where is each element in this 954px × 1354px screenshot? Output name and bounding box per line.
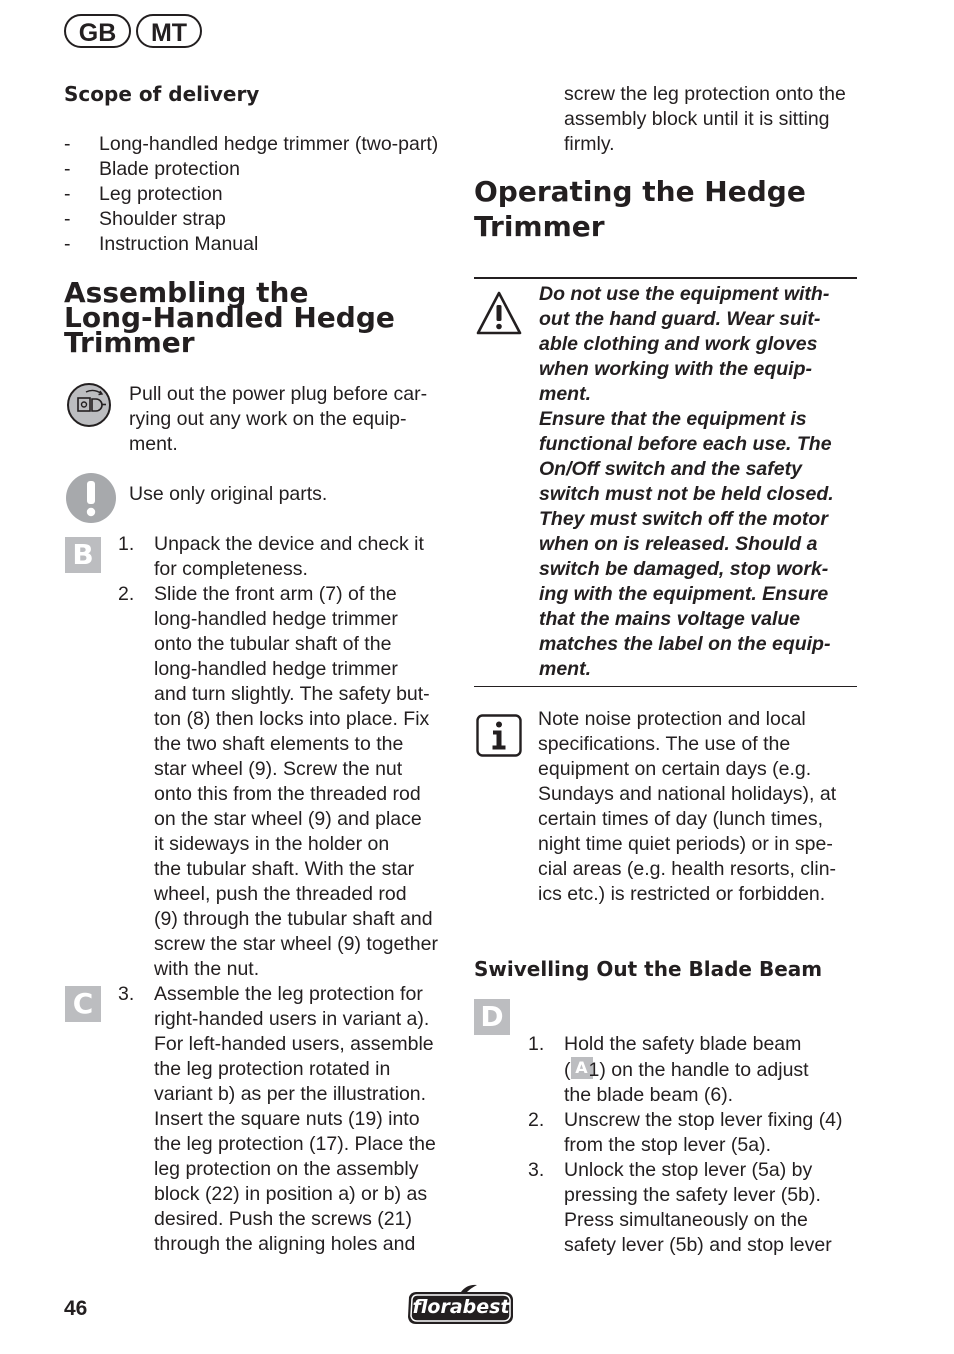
list-item: 1. Hold the safety blade beam ( A1) on the handle to adjust the blade beam (6). [528,1033,809,1106]
continued-text: screw the leg protection onto the assembly block until it is sitting firmly. [564,83,846,155]
figure-c-marker: C [65,986,101,1022]
noise-info: Note noise protection and local specifications. The use of the equipment on certain days (e.g. Sundays and national holidays), at certain times of day (lunch times, night time quiet periods) or in spe- cial areas (e.g. health resorts, clin- ics etc.) is restricted or forbidden. [538,708,837,905]
swivel-steps [528,1032,868,1258]
list-item: 2. Unscrew the stop lever fixing (4) from the stop lever (5a). [528,1109,843,1156]
figure-b-marker: B [65,537,101,573]
scope-of-delivery-heading: Scope of delivery [64,82,260,106]
power-plug-note: Pull out the power plug before car- rying out any work on the equip- ment. [129,383,428,455]
divider [474,277,857,279]
assembly-steps [118,532,453,1257]
info-icon [476,714,522,757]
exclamation-icon [65,472,117,524]
divider [474,686,857,687]
list-item: 3. Assemble the leg protection for right-handed users in variant a). For left-handed users, assemble the leg protection rotated in variant b) as per the illustration. Insert the square nuts (19) into the leg protection (17). Place the leg protection on the assembly block (22) in position a) or b) as desired. Push the screws (21) through the aligning holes and [118,983,436,1255]
list-item: - Shoulder strap [64,208,226,230]
page-number: 46 [64,1297,88,1320]
list-item: 2. Slide the front arm (7) of the long-handled hedge trimmer onto the tubular shaft of the long-handled hedge trimmer and turn slightly. The safety but- ton (8) then locks into place. Fix the two shaft elements to the star wheel (9). Screw the nut onto this from the threaded rod on the star wheel (9) and place it sideways in the holder on the tubular shaft. With the star wheel, push the threaded rod (9) through the tubular shaft and screw the star wheel (9) together with the nut. [118,583,438,980]
original-parts-note: Use only original parts. [129,483,328,505]
list-item: - Instruction Manual [64,233,259,255]
language-badge-mt: MT [136,14,202,48]
language-badge-gb: GB [64,14,131,48]
power-plug-icon [66,382,112,428]
operating-heading: Operating the Hedge Trimmer [474,175,806,243]
swivel-heading: Swivelling Out the Blade Beam [474,957,823,981]
list-item: - Long-handled hedge trimmer (two-part) [64,133,439,155]
scope-list [64,132,454,257]
figure-a-marker: A [571,1057,593,1079]
safety-warning: Do not use the equipment with- out the hand guard. Wear suit- able clothing and work gloves when working with the equip- ment. Ensure that the equipment is functional before each use. The On/Off switch and the safety switch must not be held closed. They must switch off the motor when on is released. Should a switch be damaged, stop work- ing with the equipment. Ensure that the mains voltage value matches the label on the equip- ment. [539,283,834,680]
assembling-heading: Assembling the Long-Handled Hedge Trimmer [64,276,395,359]
list-item: 1. Unpack the device and check it for completeness. [118,533,424,580]
figure-d-marker: D [474,999,510,1035]
list-item: - Blade protection [64,158,240,180]
list-item: 3. Unlock the stop lever (5a) by pressing the safety lever (5b). Press simultaneously on the safety lever (5b) and stop lever [528,1159,832,1256]
list-item: - Leg protection [64,183,223,205]
warning-triangle-icon [475,290,523,336]
florabest-logo: florabest [405,1283,517,1327]
